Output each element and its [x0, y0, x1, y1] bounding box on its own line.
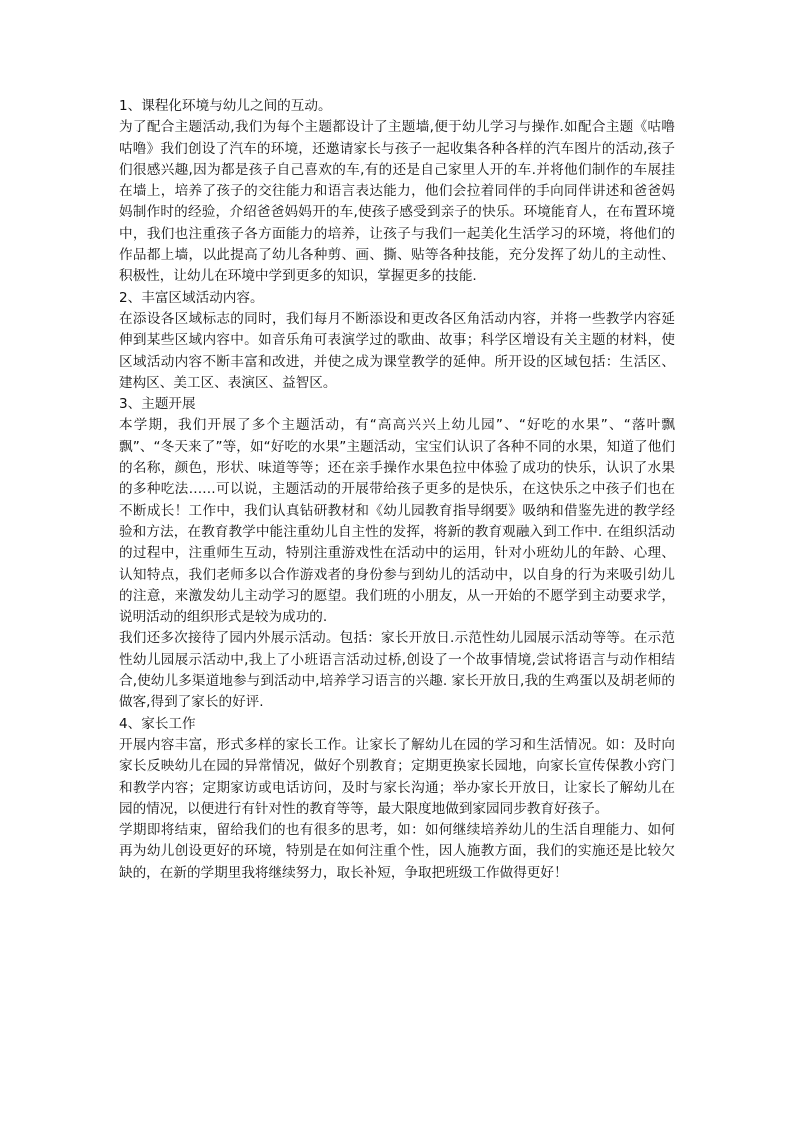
section-1-heading: 1、课程化环境与幼儿之间的互动。 — [119, 98, 332, 114]
section-3-heading: 3、主题开展 — [119, 396, 196, 413]
section-4-paragraph-1: 开展内容丰富，形式多样的家长工作。让家长了解幼儿在园的学习和生活情况。如：及时向家长反映幼儿在园的异常情况，做好个别教育；定期更换家长园地，向家长宣传保教小窍门和教学内容；定期家访或电话访问，及时与家长沟通；举办家长开放日，让家长了解幼儿在园的情况，以便进行有针对性的教育等等，最大限度地做到家园同步教育好孩子。 — [119, 736, 675, 817]
section-2-heading: 2、丰富区域活动内容。 — [119, 289, 264, 306]
document-body — [119, 96, 675, 884]
section-1-paragraph-1: 为了配合主题活动,我们为每个主题都设计了主题墙,便于幼儿学习与操作.如配合主题《咕噜咕噜》我们创设了汽车的环境，还邀请家长与孩子一起收集各种各样的汽车图片的活动,孩子们很感兴趣,因为都是孩子自己喜欢的车,有的还是自己家里人开的车.并将他们制作的车展挂在墙上，培养了孩子的交往能力和语言表达能力，他们会拉着同伴的手向同伴讲述和爸爸妈妈制作时的经验，介绍爸爸妈妈开的车,使孩子感受到亲子的快乐。环境能育人，在布置环境中，我们也注重孩子各方面能力的培养，让孩子与我们一起美化生活学习的环境，将他们的作品都上墙，以此提高了幼儿各种剪、画、撕、贴等各种技能，充分发挥了幼儿的主动性、积极性，让幼儿在环境中学到更多的知识，掌握更多的技能. — [119, 119, 675, 285]
section-2-paragraph-1: 在添设各区域标志的同时，我们每月不断添设和更改各区角活动内容，并将一些教学内容延伸到某些区域内容中。如音乐角可表演学过的歌曲、故事；科学区增设有关主题的材料，使区域活动内容不断丰富和改进，并使之成为课堂教学的延伸。所开设的区域包括：生活区、建构区、美工区、表演区、益智区。 — [119, 310, 675, 391]
closing-paragraph: 学期即将结束，留给我们的也有很多的思考，如：如何继续培养幼儿的生活自理能力、如何再为幼儿创设更好的环境，特别是在如何注重个性，因人施教方面，我们的实施还是比较欠缺的，在新的学期里我将继续努力，取长补短，争取把班级工作做得更好！ — [119, 822, 675, 881]
section-3-paragraph-1: 本学期，我们开展了多个主题活动，有“高高兴兴上幼儿园”、“好吃的水果”、“落叶飘飘”、“冬天来了”等，如“好吃的水果”主题活动，宝宝们认识了各种不同的水果，知道了他们的名称，颜色，形状、味道等等；还在亲手操作水果色拉中体验了成功的快乐，认识了水果的多种吃法……可以说，主题活动的开展带给孩子更多的是快乐，在这快乐之中孩子们也在不断成长！工作中，我们认真钻研教材和《幼儿园教育指导纲要》吸纳和借鉴先进的教学经验和方法，在教育教学中能注重幼儿自主性的发挥，将新的教育观融入到工作中. 在组织活动的过程中，注重师生互动，特别注重游戏性在活动中的运用，针对小班幼儿的年龄、心理、认知特点，我们老师多以合作游戏者的身份参与到幼儿的活动中，以自身的行为来吸引幼儿的注意，来激发幼儿主动学习的愿望。我们班的小朋友，从一开始的不愿学到主动要求学，说明活动的组织形式是较为成功的. — [119, 417, 675, 626]
section-3-paragraph-2: 我们还多次接待了园内外展示活动。包括：家长开放日.示范性幼儿园展示活动等等。在示范性幼儿园展示活动中,我上了小班语言活动过桥,创设了一个故事情境,尝试将语言与动作相结合,使幼儿多渠道地参与到活动中,培养学习语言的兴趣. 家长开放日,我的生鸡蛋以及胡老师的做客,得到了家长的好评. — [119, 630, 675, 711]
section-4-heading: 4、家长工作 — [119, 715, 196, 732]
